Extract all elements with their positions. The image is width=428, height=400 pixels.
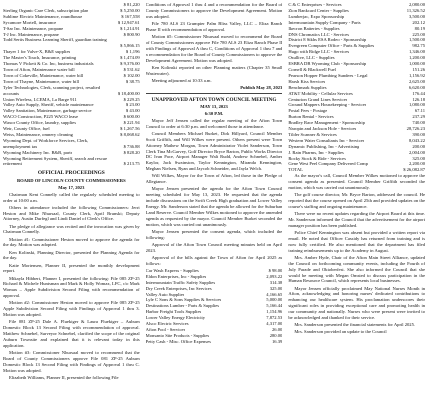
town-bill-list-continued <box>288 2 425 173</box>
paragraph: The pledge of allegiance was recited and the invocation was given by Chairman Connelly. <box>3 223 140 235</box>
bill-row: Valley Auto Supplies 4,166.65 <box>145 291 283 297</box>
bill-row: Zion Bankcard Center - Supplies 11,326.52 <box>288 7 426 13</box>
bill-row: Sterling Organic Care Clerk, subscription plan $ 5,250.00 <box>3 7 140 13</box>
bill-row: Weir, County Office, fuel $ 1,267.56 <box>3 126 140 132</box>
divider <box>146 93 283 94</box>
paragraph: Meeting adjourned at 10:33 a.m. <box>151 77 212 83</box>
bill-row: Bradley Race Management - Sponsorship 740.00 <box>288 120 426 126</box>
paragraph: Mayor Jeff Jensen called the regular meeting of the Afton Town Council to order at 6:30 p.m. and welcomed those in attendance. <box>145 117 283 129</box>
bill-row: Intermountain Supply Company - Parts 202.12 <box>288 19 426 25</box>
bill-row: Eldon Enterprises, Inc - Supplies 2,093.22 <box>145 273 283 279</box>
bill-total-row: TOTAL $ 26,082.87 <box>288 167 426 173</box>
bill-row: Thomas V Pickett & Co. Inc, business industrials $ 9,376.00 <box>3 61 140 67</box>
bill-row: Lower Valley Energy Electricity 7,872.53 <box>145 315 283 321</box>
bill-row: retirement $ 213.75 <box>3 161 140 167</box>
bill-row: Pearson Hopper Plumbing Sundees - Legal 1,156.92 <box>288 72 426 78</box>
paragraph: Mayor Jensen presented the agenda for the Afton Town Council meeting scheduled for May 13, 2023. He requested that the agenda include discussions on the Swift Creek High graduation and Lower Valley Energy. Mr. Sanderson stated that the agenda be allowed for the Suburban Land Reserve. Council Member Wilkes motioned to approve the amended agenda as requested by the mayor. Council Member Burket seconded the motion, which was carried out unanimously. <box>145 186 283 227</box>
paragraph: File 081 ZP-25 Dale A. Fluekiger & Laura Fluekiger – Auburn Domestic Block 13 Second Filing with recommendation of approval. Matthew Schnebel, Surveyor Schnebel, clarified the scope of the original Auburn Townsite and explained that it is relevant today in this application. <box>3 319 140 348</box>
paragraph: Approval of the Afton Town Council meeting minutes held on April 2023. <box>145 241 283 253</box>
section-time: 6:30 P.M. <box>204 110 224 116</box>
bill-row: Town of Thayne, Maintenance, water bill $ 38.75 <box>3 78 140 84</box>
bill-row: Evergreen Computer Office - Parts & Supplies 982.75 <box>288 43 426 49</box>
bill-row: Rocky Stock & Ride - Services 325.00 <box>288 155 426 161</box>
bill-row: Harbor Freight Tools Supplies 1,154.96 <box>145 309 283 315</box>
paragraph: Mayor Jensen presented the consent agenda, which included the following: <box>145 228 283 240</box>
vendor-bill-list <box>3 2 140 167</box>
bill-row: Postal Fees - Postage 67.11 <box>288 108 426 114</box>
bill-row: Valley Auto Supply, Sheriff, vehicle maintenance $ 23.00 <box>3 102 140 108</box>
paragraph: Ken Kolinski reported on other Planning matters (Chapter 35 Small Wastewater). <box>145 64 283 76</box>
bill-row: unemployment tax $ 736.88 <box>3 143 140 149</box>
bill-row: Cornell & Blackwell Fuel 151.26 <box>288 66 426 72</box>
bill-row: Wyoming Machinery Inc. B&B, parts $ 828.20 <box>3 149 140 155</box>
paragraph: Mrs. Sanderson provided an update to the Council <box>294 329 387 335</box>
bill-row: Valley Sanitation, Maintenance, garbage service $ 43.00 <box>3 108 140 114</box>
paragraph: Mrs. Sanderson presented the financial statements for April 2025. <box>294 322 416 328</box>
bill-row: Tilder Scanner & Services 390.00 <box>288 131 426 137</box>
bill-row: Car Wash Express - Supplies $ 98.00 <box>145 267 283 273</box>
bill-row: ESBRA DB Wyoming Club - Sponsorship 1,000.00 <box>288 61 426 67</box>
bill-row: Benchmark Supplies 6,620.00 <box>288 84 426 90</box>
bill-row: WACO Construction, P225 WACO lease $ 600.00 <box>3 114 140 120</box>
bill-row: Weiss, Maintenance, omnery cleaning $ 8,068.62 <box>3 131 140 137</box>
bill-row: C & C Enterprises - Services 2,080.00 <box>288 2 426 7</box>
bill-row: Lumberjac, Expo Sponsorship 3,500.00 <box>288 13 426 19</box>
bill-row: $ 5,866.15 <box>120 43 140 49</box>
section-subheading: BOARD OF LINCOLN COUNTY COMMISSIONERS <box>17 177 126 183</box>
paragraph: Motion #2: Commissioner Heston moved to approve File 085 ZP-25 Apple Subdivision Second Filing with Findings of Approval 1 thru 3. Motion was adopted. <box>3 300 140 318</box>
column-2 <box>146 2 283 400</box>
bill-row: Intermountain Traffic Safety Supplies 314.38 <box>145 279 283 285</box>
paragraph: Elizabeth Williams, Planner II, presented the following File <box>9 374 119 380</box>
bill-row: Dynamic Publishing, Inc - Advertising 200.00 <box>288 143 426 149</box>
bill-row: Todd Sertis Business Learning Sheriff, guardian training <box>3 37 107 43</box>
bill-row: AT&T Mobility - Cellular Services 176.44 <box>288 90 426 96</box>
bill-row: Alsco Electric Services 4,317.00 <box>145 321 283 327</box>
paragraph: Mrs. Amber Hyde, Chair of the Afton Main Street Alliance, updated the Council on forthcoming community events, including the Fourth of July Parade and Oktoberfest. She also informed the Council that she would be meeting with Megan Omsted to discuss participation in the Human Resource Council, which represents local businesses. <box>288 254 426 284</box>
bill-row: Wyoming Dept. of Workforce Services, Clerk, <box>3 137 89 143</box>
bill-row: T-Sar Inc. Maintenance, propane $ 1,214.91 <box>3 25 140 31</box>
paragraph: Mayor Jensen officially proclaimed May National Nurses Month in Afton, acknowledging and honoring nurses' dedicated contributions to enhancing our healthcare system. His proclamation underscores their significant roles in providing exceptional care and promoting health in our community and nationally. Nurses who were present were invited to be acknowledged and thanked for their service. <box>288 285 426 321</box>
bill-row: Burton Rental - Services 237.29 <box>288 114 426 120</box>
bill-row: Afton Pool - Services 26.00 <box>145 326 283 332</box>
bill-row: Petty Cash - Misc. Office Expenses 16.39 <box>145 338 283 344</box>
bill-row: Dry Creek Enterprises, Inc Services 325.00 <box>145 285 283 291</box>
paragraph: The golf course director, Mr. Bryce Barton, addressed the council. He reported that the course opened on April 25th and provided updates on the course's staffing and ongoing maintenance. <box>288 192 426 209</box>
paragraph: As the mayor's call, Council Member Wilkes motioned to approve the consent agenda as presented. Council Member Griffith seconded the motion, which was carried out unanimously. <box>288 173 426 191</box>
section-date: MAY 13, 2023 <box>200 104 228 110</box>
paragraph: There were no recent updates regarding the Airport Board at this time. Mr. Sanderson informed the Council that the advertisement for the airport manager position has been published. <box>288 211 426 228</box>
paragraph: Ken Kolinski, Planning Director, presented the Planning Agenda for the day. <box>3 249 140 261</box>
section-date: May 17, 2023 <box>58 184 85 190</box>
column-1 <box>3 2 140 400</box>
bill-row: Harsh Kiss Services 2,625.00 <box>288 78 426 84</box>
bill-row: District 8 Sikhs ESA Rodeo - Sponsorship 1,500.00 <box>288 37 426 43</box>
bill-row: DNS Chromatics LLC - Services 225.00 <box>288 31 426 37</box>
bill-row: Gene West Peel Company Delivered Comp 2,200.00 <box>288 161 426 167</box>
bill-row: Ground Mappers Housekeeping - Services 1,080.00 <box>288 102 426 108</box>
bill-row: Osullive, LLC - Supplies 1,200.00 <box>288 55 426 61</box>
paragraph: Katie Mortensen, Planner II, presented the monthly development report. <box>3 262 140 274</box>
bill-row: Wyoming Retirement System, Sheriff, search and rescue <box>3 155 107 161</box>
bill-row: Sublime Electric Maintenance, roundhouse $ 167,558 <box>3 13 140 19</box>
bill-row: Thayer 1 for Valve-X, B&E supplies $ 1,196 <box>3 49 140 55</box>
bill-row: The Master's Touch, Insurance, printing $ 1,474.09 <box>3 55 140 61</box>
bill-row: Lyle C Sons & Sons Supplies & Services 5,000.00 <box>145 297 283 303</box>
section-heading: OFFICIAL PROCEEDINGS <box>37 170 105 177</box>
paragraph: Motion #5: Commissioner Nhursaal moved to recommend the Board of County Commissioners approve File 780 ALS 23 Eliza Ranch Phase II with Findings of Approval A thru C, Conditions of Approval 1 thru 7 and a recommendation for the Board of County Commissioners to approve the Development Agreement. Motion was adopted. <box>145 33 283 63</box>
paragraph: Chairman Kent Connelly called the regularly scheduled meeting to order at 10:00 a.m. <box>3 191 140 203</box>
publish-date: Publish May 28, 2023 <box>240 84 283 90</box>
town-bill-list <box>146 268 283 345</box>
bill-row: Naropin and Jackson Hole - Services 28,726.23 <box>288 126 426 132</box>
paragraph: Others in attendance included the following Commissioners: Jerri Heston and Mike Nhursaal, County Clerk, April Brunski; Deputy Attorney, Austin Durfegl and Lindi Daniel of Clerk's Office. <box>3 204 140 222</box>
bill-row: Destinations Lumber - Parts & Supplies 5,166.44 <box>145 303 283 309</box>
bill-row: Western Water Consultants Inc - Services 8,043.22 <box>288 137 426 143</box>
bill-row: $ 81,220 <box>123 2 140 7</box>
bill-row: T-J Inc. Maintenance, propane $ 800.90 <box>3 31 140 37</box>
bill-row: J. Rain Pharms, Inc - Supplies 2,004.00 <box>288 149 426 155</box>
paragraph: Council Members Michael Burket, Dirk Hillyard, Council Member Scott Griffith, and Will Wilkes were present. Others present were Town Attorney Mathew Morgan, Town Administrator Violet Sanderson, Town Clerk Tina McGarvey, Golf Director Bryce Barton, Public Works Director DC Ivan Pace, Airport Manager Walt Rudd, Andrew Schnebel, Amber Kaylor, Jack Swainston, Taylor Kennington, Miranda Kennington, Meghan Nielsen, Ryan and Jaycob Schneider, and Jayla Welch. <box>145 130 283 172</box>
paragraph: Mikayla Hibbert, Planner I, presented the following: File 085 ZP-25 Richard & Michele Huntsman and Mark & Holly Womax, LFC, c/o Mark Womax – Apple Subdivision Second Filing with recommendation of approval. <box>3 275 140 299</box>
bill-row: Town of Afton, Maintenance water bill $ 531.62 <box>3 66 140 72</box>
bill-row: Union Wireless, LCEMA, La Barge 911 $ 229.25 <box>3 96 140 102</box>
bill-row: Waxor County Office, laundry, supplies $ 221.94 <box>3 120 140 126</box>
bill-row: Ikecron Batteries - Supplies 80.19 <box>288 25 426 31</box>
bill-row: accounts $ 18,400.00 <box>3 90 140 96</box>
paragraph: Motion #1: Commissioner Heston moved to approve the agenda for the day. Motion was adopted. <box>3 236 140 248</box>
bill-row: Hugo with Ridge LLC - Services 1,346.00 <box>288 49 426 55</box>
section-heading: UNAPPROVED AFTON TOWN COUNCIL MEETING <box>151 96 277 103</box>
bill-row: Town of Cokeville, Maintenance, water bill $ 102.00 <box>3 72 140 78</box>
paragraph: Will Wilkes, Mayor for the Town of Afton, led those in the Pledge of Allegiance. <box>145 173 283 185</box>
bill-row: Centurion Grand Lines Services 126.18 <box>288 96 426 102</box>
paragraph: Approval of the bills against the Town of Afton for April 2025 as follows: <box>145 254 283 266</box>
bill-row: Monsanto Site Products - Supplies 280.00 <box>145 332 283 338</box>
paragraph: Motion #3: Commissioner Nhursaal moved to recommend that the Board of County Commissioners approve File 081 ZP-25 Auburn Domestic Block 13 Second Filing with Findings of Approval 1 thru C. Motion was adopted. <box>3 349 140 373</box>
paragraph: Police Chief Kennington was absent but provided a written report via email. He noted that Officer Cassidy has returned from training and is now fully certified. He also mentioned that the department has filed training reimbursements up to the Academy in August. <box>288 230 426 253</box>
paragraph: File 780 ALS 23 Grumpier Palm Bliss Valley, LLC – Eliza Ranch Phase II with recommendation of approval. <box>145 20 283 32</box>
column-3 <box>288 2 425 400</box>
paragraph: Conditions of Approval 1 thru 4 and a recommendation for the Board of County Commissioners to approve the Development Agreement. Motion was adopted. <box>145 2 283 19</box>
bill-row: Tyler Technologies, Clerk, scanning project, resulted <box>3 84 100 90</box>
bill-row: Sycamore Mortell, insurance $ 12,947.61 <box>3 19 140 25</box>
